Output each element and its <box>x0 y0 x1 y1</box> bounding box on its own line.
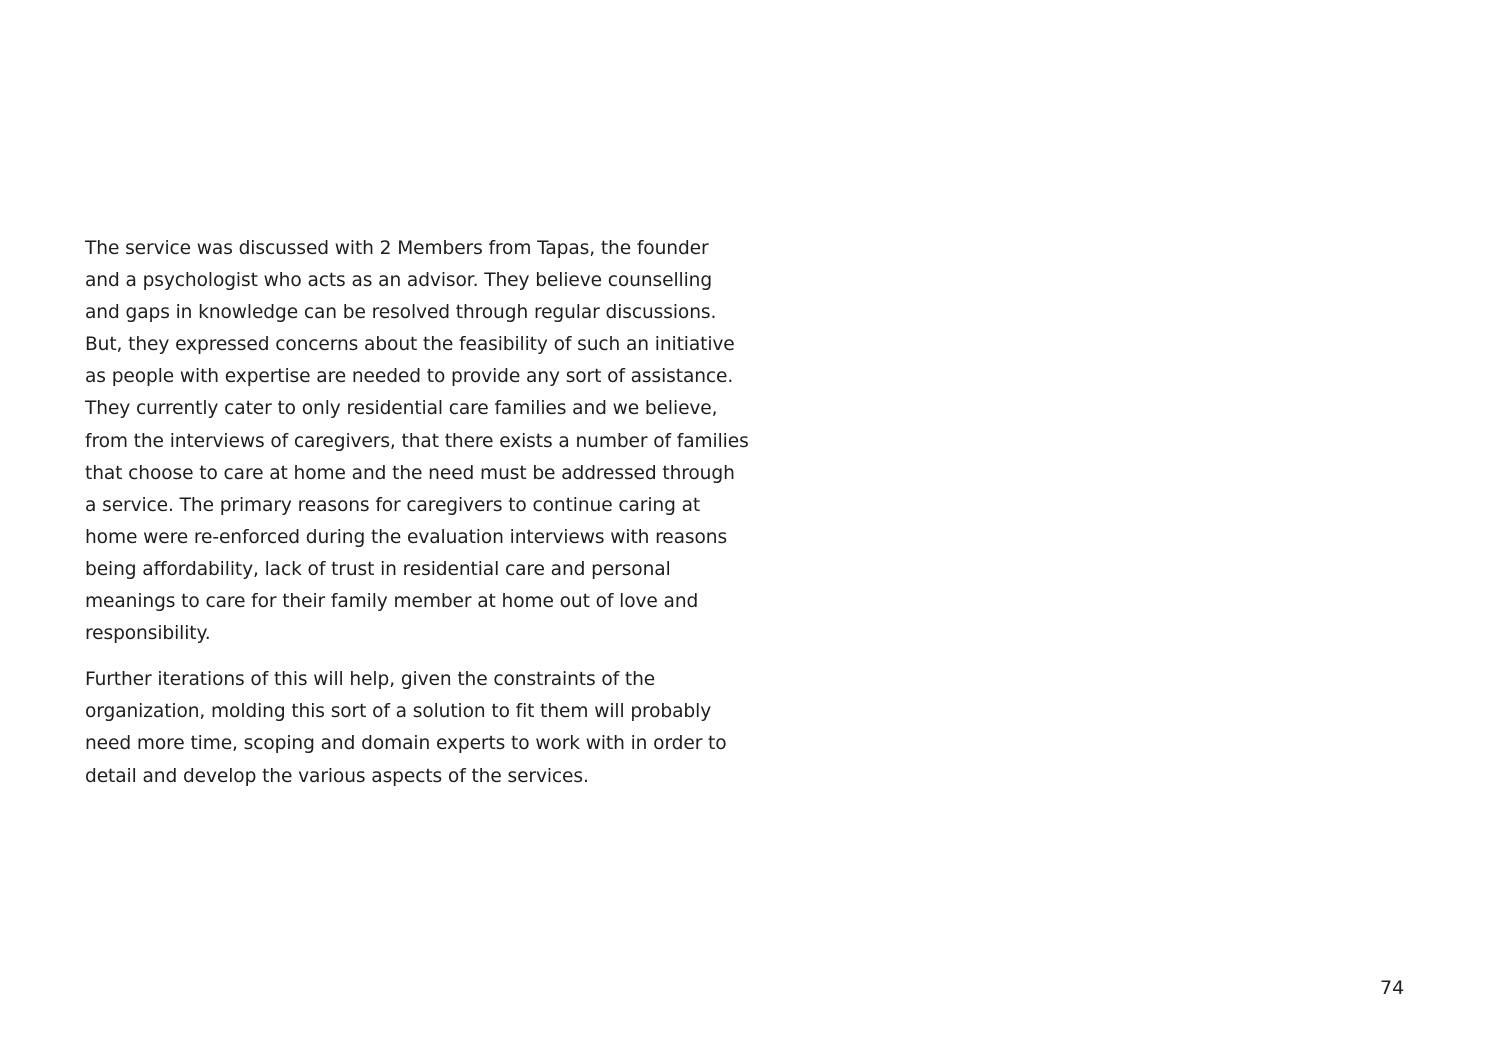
paragraph-2 <box>85 664 745 792</box>
text-line: as people with expertise are needed to provide any sort of assistance. <box>85 366 734 388</box>
text-line: They currently cater to only residential care families and we believe, <box>85 398 718 420</box>
page-number: 74 <box>1380 977 1405 999</box>
text-line: that choose to care at home and the need must be addressed through <box>85 462 735 484</box>
text-line: organization, molding this sort of a solution to fit them will probably <box>85 701 712 723</box>
text-line: detail and develop the various aspects of the services. <box>85 765 589 787</box>
text-line: The service was discussed with 2 Members from Tapas, the founder <box>85 238 709 259</box>
body-text <box>85 233 749 793</box>
text-line: meanings to care for their family member at home out of love and <box>85 591 699 613</box>
text-line: from the interviews of caregivers, that there exists a number of families <box>85 430 749 452</box>
text-line: responsibility. <box>85 623 211 645</box>
text-line: and gaps in knowledge can be resolved through regular discussions. <box>85 302 717 324</box>
text-line: being affordability, lack of trust in residential care and personal <box>85 558 671 580</box>
text-line: home were re-enforced during the evaluation interviews with reasons <box>85 526 728 548</box>
text-line: and a psychologist who acts as an advisor. They believe counselling <box>85 270 713 292</box>
text-line: need more time, scoping and domain experts to work with in order to <box>85 733 727 755</box>
text-line: Further iterations of this will help, given the constraints of the <box>85 669 656 691</box>
text-line: a service. The primary reasons for caregivers to continue caring at <box>85 494 701 516</box>
paragraph-1 <box>85 233 749 650</box>
text-line: But, they expressed concerns about the feasibility of such an initiative <box>85 334 735 356</box>
